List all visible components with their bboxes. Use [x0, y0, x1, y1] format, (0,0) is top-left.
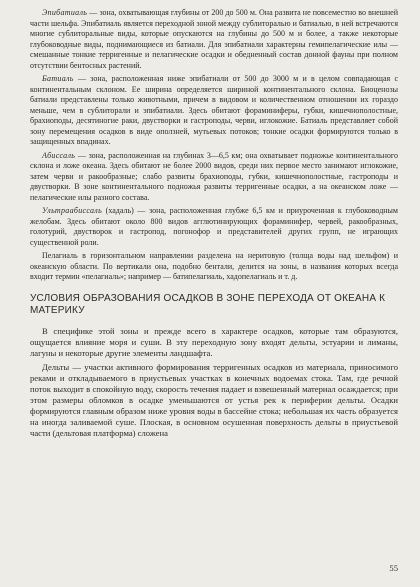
paragraph-bathyal [30, 74, 398, 148]
paragraph-text: В специфике этой зоны и прежде всего в характере осадков, которые там образуются, ощущается влияние моря и суши. В эту переходную зону входят дельты, эстуарии и лиманы, лагуны и некоторые другие элементы ландшафта. [30, 325, 398, 358]
paragraph-text: (хадаль) — зона, расположенная глубже 6,5 км и приуроченная к глубоководным желобам. Здесь обитают около 800 видов агглютинирующих фораминифер, червей, ракообразных, голотурий, двустворок и гастропод, погонофор и представителей других групп, не играющих существенной роли. [30, 206, 398, 247]
paragraph-text: — зона, расположенная на глубинах 3—6,5 км; она охватывает подножье континентального склона и ложе океана. Здесь обитают не более 2000 видов, среди них первое место занимают иглокожие, затем черви и ракообразные; слабо развиты брахиоподы, губки, кишечнополостные, гастроподы и двустворки. В зоне континентального подножья развиты терригенные осадки, а на океанском ложе — пелагические илы разного состава. [30, 150, 398, 202]
term: Абиссаль [42, 150, 76, 160]
section-heading: УСЛОВИЯ ОБРАЗОВАНИЯ ОСАДКОВ В ЗОНЕ ПЕРЕХОДА ОТ ОКЕАНА К МАТЕРИКУ [30, 292, 386, 316]
paragraph-text: Пелагиаль в горизонтальном направлении разделена на неритовую (толща воды над шельфом) и океанскую области. По вертикали она, подобно бентали, делится на зоны, в названия которых всегда входит термин «пелагиаль»; например — батипелагиаль, хадопелагиаль и т. д. [30, 251, 398, 281]
page [30, 8, 398, 439]
page-number: 55 [389, 563, 398, 573]
paragraph-epibathyal [30, 8, 398, 71]
paragraph-intro [30, 326, 398, 359]
paragraph-text: Дельты — участки активного формирования терригенных осадков из материала, приносимого реками и откладываемого в приустьевых участках в конечных водоемах стока. Там, где речной поток выходит в спокойную воду, скорость течения падает и взвешенный материал осаждается; при этом размеры обломков в осадке уменьшаются от устья рек к периферии дельты. Осадки формируются главным образом ниже уровня воды в бассейне стока; небольшая их часть образуется на иногда заливаемой суше. Плоская, в основном осушенная поверхность дельты в приустьевой части (дельтовая платформа) сложена [30, 361, 398, 438]
paragraph-pelagial [30, 251, 398, 283]
paragraph-text: — зона, охватывающая глубины от 200 до 500 м. Она развита не повсеместно во внешней части шельфа. Эпибатиаль является переходной зоной между сублиторалью и батиалью, в ней встречаются многие сублиторальные виды, которые опускаются на глубины до 500 м и более, а также некоторые глубоководные виды, поднимающиеся из батиали. Для эпибатиали характерны гемипелагические илы — смешанные тонкие терригенные и пелагические осадки и обедненный состав донной фауны при полном отсутствии бентосных растений. [30, 8, 398, 70]
paragraph-ultraabyssal [30, 206, 398, 248]
paragraph-abyssal [30, 151, 398, 204]
term: Эпибатиаль [42, 8, 88, 17]
term: Батиаль [42, 74, 74, 83]
term: Ультраабиссаль [42, 206, 103, 215]
paragraph-text: — зона, расположенная ниже эпибатиали от 500 до 3000 м и в целом совпадающая с континентальным склоном. Ее ширина определяется шириной континентального склона. Биоценозы батиали представлены только животными, причем в видовом и количественном отношении их гораздо меньше, чем в сублиторали и эпибатиали. Здесь обитают фораминиферы, губки, кишечнополостные, брахиоподы, десятиногие раки, двустворки и гастроподы, черви, иглокожие. Батиаль представляет собой зону перемещения осадков в виде оползней, мутьевых потоков; тонкие осадки формируются только в защищенных впадинах. [30, 74, 398, 146]
zones-section [30, 8, 398, 283]
paragraph-deltas [30, 362, 398, 439]
